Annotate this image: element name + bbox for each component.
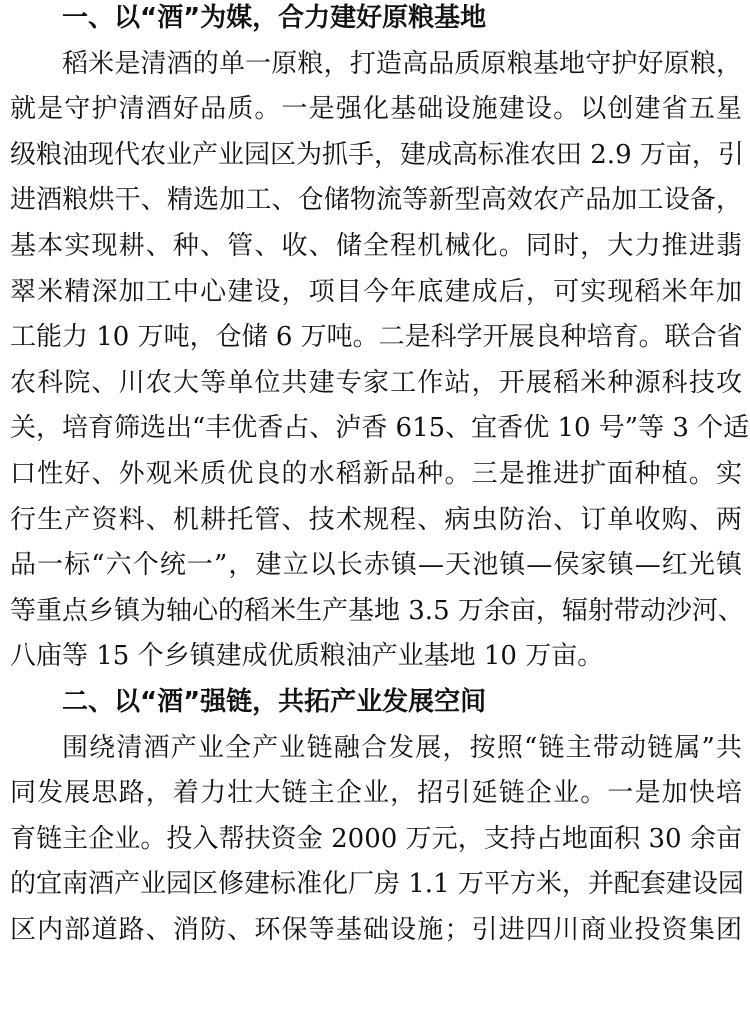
paragraph-line: 行生产资料、机耕托管、技术规程、病虫防治、订单收购、两	[10, 504, 742, 535]
section-1-body	[10, 42, 750, 680]
paragraph-line: 级粮油现代农业产业园区为抓手，建成高标准农田 2.9 万亩，引	[10, 139, 744, 170]
section-2-heading: 二、以“酒”强链，共拓产业发展空间	[62, 686, 487, 717]
paragraph-line: 同发展思路，着力壮大链主企业，招引延链企业。一是加快培	[10, 778, 742, 809]
paragraph-line: 围绕清酒产业全产业链融合发展，按照“链主带动链属”共	[62, 732, 742, 763]
paragraph-line: 的宜南酒产业园区修建标准化厂房 1.1 万平方米，并配套建设园	[10, 869, 744, 900]
paragraph-line: 稻米是清酒的单一原粮，打造高品质原粮基地守护好原粮，	[62, 48, 742, 79]
paragraph-line: 翠米精深加工中心建设，项目今年底建成后，可实现稻米年加	[10, 276, 742, 307]
paragraph-line: 就是守护清酒好品质。一是强化基础设施建设。以创建省五星	[10, 94, 742, 125]
paragraph-line: 工能力 10 万吨，仓储 6 万吨。二是科学开展良种培育。联合省	[10, 322, 743, 353]
section-2-body	[10, 726, 742, 954]
paragraph-line: 等重点乡镇为轴心的稻米生产基地 3.5 万余亩，辐射带动沙河、	[10, 595, 744, 626]
section-1-heading: 一、以“酒”为媒，合力建好原粮基地	[62, 3, 487, 33]
paragraph-line: 口性好、外观米质优良的水稻新品种。三是推进扩面种植。实	[10, 458, 742, 489]
paragraph-line: 农科院、川农大等单位共建专家工作站，开展稻米种源科技攻	[10, 367, 742, 398]
paragraph-line: 育链主企业。投入帮扶资金 2000 万元，支持占地面积 30 余亩	[10, 823, 742, 854]
paragraph-line: 八庙等 15 个乡镇建成优质粮油产业基地 10 万亩。	[10, 641, 604, 672]
paragraph-line: 关，培育筛选出“丰优香占、泸香 615、宜香优 10 号”等 3 个适	[10, 413, 750, 444]
paragraph-line: 品一标“六个统一”，建立以长赤镇—天池镇—侯家镇—红光镇	[10, 550, 742, 581]
paragraph-line: 区内部道路、消防、环保等基础设施；引进四川商业投资集团	[10, 914, 742, 945]
paragraph-line: 基本实现耕、种、管、收、储全程机械化。同时，大力推进翡	[10, 230, 742, 261]
paragraph-line: 进酒粮烘干、精选加工、仓储物流等新型高效农产品加工设备，	[10, 185, 742, 216]
